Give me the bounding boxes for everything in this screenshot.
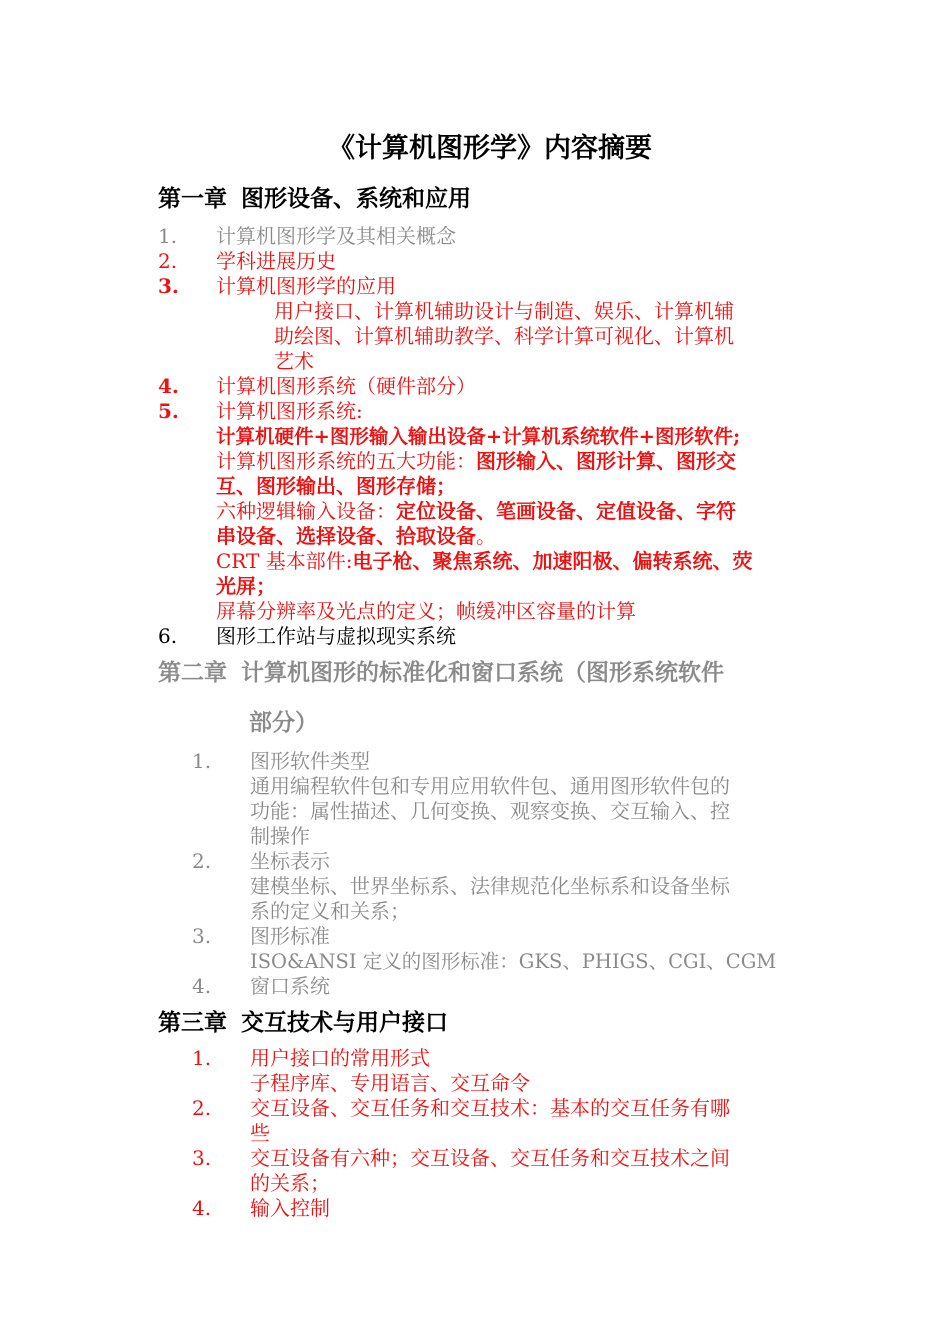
system-composition-text: 计算机硬件+图形输入输出设备+计算机系统软件+图形软件; — [216, 425, 741, 448]
chapter-1-heading — [158, 183, 471, 215]
ch1-item-2-text: 学科进展历史 — [216, 249, 336, 273]
ch2-item-2-number: 2. — [192, 849, 212, 873]
ch3-item-2-number: 2. — [192, 1096, 212, 1120]
ch2-item-4-number: 4. — [192, 974, 212, 998]
ch2-item-3-number: 3. — [192, 924, 212, 948]
ch2-item-3-text: 图形标准 — [250, 924, 330, 948]
ch1-five-functions-line-2 — [216, 474, 456, 499]
ch1-item-1-text: 计算机图形学及其相关概念 — [216, 224, 456, 248]
five-functions-label: 计算机图形系统的五大功能： — [216, 449, 476, 473]
ch3-interface-forms: 子程序库、专用语言、交互命令 — [250, 1071, 530, 1095]
ch1-system-composition — [216, 424, 740, 449]
ch1-item-6-number: 6. — [158, 624, 178, 648]
chapter-1-number: 第一章 — [158, 185, 227, 212]
ch1-item-1-number: 1. — [158, 224, 178, 248]
five-functions-list-2: 互、图形输出、图形存储； — [216, 474, 456, 498]
chapter-2-heading — [158, 657, 724, 689]
ch3-item-2-continuation: 些 — [250, 1121, 270, 1145]
ch3-item-4-number: 4. — [192, 1196, 212, 1220]
ch3-item-3-continuation: 的关系； — [250, 1171, 330, 1195]
chapter-3-number: 第三章 — [158, 1009, 227, 1036]
ch1-five-functions-line-1 — [216, 449, 736, 474]
ch3-item-3-number: 3. — [192, 1146, 212, 1170]
chapter-2-heading-line-2: 部分） — [249, 709, 318, 736]
crt-label: CRT 基本部件: — [216, 549, 353, 573]
ch1-input-devices-line-2 — [216, 524, 496, 549]
document-title: 《计算机图形学》内容摘要 — [328, 133, 652, 164]
ch3-item-3-text: 交互设备有六种；交互设备、交互任务和交互技术之间 — [250, 1146, 730, 1170]
ch1-item-3-text: 计算机图形学的应用 — [216, 274, 396, 298]
ch1-applications-line-2: 助绘图、计算机辅助教学、科学计算可视化、计算机 — [274, 324, 734, 348]
input-devices-label: 六种逻辑输入设备： — [216, 499, 396, 523]
crt-parts-1: 电子枪、聚焦系统、加速阳极、偏转系统、荧 — [352, 549, 753, 573]
ch2-item-1-number: 1. — [192, 749, 212, 773]
ch2-software-line-1: 通用编程软件包和专用应用软件包、通用图形软件包的 — [250, 774, 730, 798]
ch1-input-devices-line-1 — [216, 499, 736, 524]
ch1-item-3-number: 3. — [158, 274, 179, 298]
ch1-screen-resolution: 屏幕分辨率及光点的定义；帧缓冲区容量的计算 — [216, 599, 636, 623]
input-devices-end: 。 — [476, 524, 496, 548]
ch3-item-2-text: 交互设备、交互任务和交互技术：基本的交互任务有哪 — [250, 1096, 730, 1120]
ch2-coordinates-line-1: 建模坐标、世界坐标系、法律规范化坐标系和设备坐标 — [250, 874, 730, 898]
ch1-crt-line-1 — [216, 549, 752, 574]
ch2-software-line-3: 制操作 — [250, 824, 310, 848]
five-functions-list-1: 图形输入、图形计算、图形交 — [476, 449, 736, 473]
chapter-2-title-line-1: 计算机图形的标准化和窗口系统（图形系统软件 — [241, 659, 724, 686]
chapter-3-title: 交互技术与用户接口 — [241, 1009, 448, 1036]
ch2-item-1-text: 图形软件类型 — [250, 749, 370, 773]
ch1-item-6-text: 图形工作站与虚拟现实系统 — [216, 624, 456, 648]
ch3-item-4-text: 输入控制 — [250, 1196, 330, 1220]
ch1-item-5-text: 计算机图形系统: — [216, 399, 363, 423]
ch1-applications-line-1: 用户接口、计算机辅助设计与制造、娱乐、计算机辅 — [274, 299, 734, 323]
chapter-3-heading — [158, 1007, 448, 1039]
ch2-item-2-text: 坐标表示 — [250, 849, 330, 873]
ch3-item-1-number: 1. — [192, 1046, 212, 1070]
chapter-1-title: 图形设备、系统和应用 — [241, 185, 471, 212]
ch2-standards-line: ISO&ANSI 定义的图形标准：GKS、PHIGS、CGI、CGM — [250, 950, 777, 973]
ch1-item-2-number: 2. — [158, 249, 178, 273]
input-devices-list-1: 定位设备、笔画设备、定值设备、字符 — [396, 499, 736, 523]
ch3-item-1-text: 用户接口的常用形式 — [250, 1046, 430, 1070]
ch2-item-4-text: 窗口系统 — [250, 974, 330, 998]
ch1-item-5-number: 5. — [158, 399, 179, 423]
ch2-coordinates-line-2: 系的定义和关系； — [250, 899, 410, 923]
ch1-item-4-text: 计算机图形系统（硬件部分） — [216, 374, 476, 398]
ch1-item-4-number: 4. — [158, 374, 179, 398]
ch2-software-line-2: 功能：属性描述、几何变换、观察变换、交互输入、控 — [250, 799, 730, 823]
crt-parts-2: 光屏； — [216, 574, 276, 598]
ch1-applications-line-3: 艺术 — [274, 349, 314, 373]
chapter-2-number: 第二章 — [158, 659, 227, 686]
ch1-crt-line-2 — [216, 574, 276, 599]
input-devices-list-2: 串设备、选择设备、拾取设备 — [216, 524, 476, 548]
